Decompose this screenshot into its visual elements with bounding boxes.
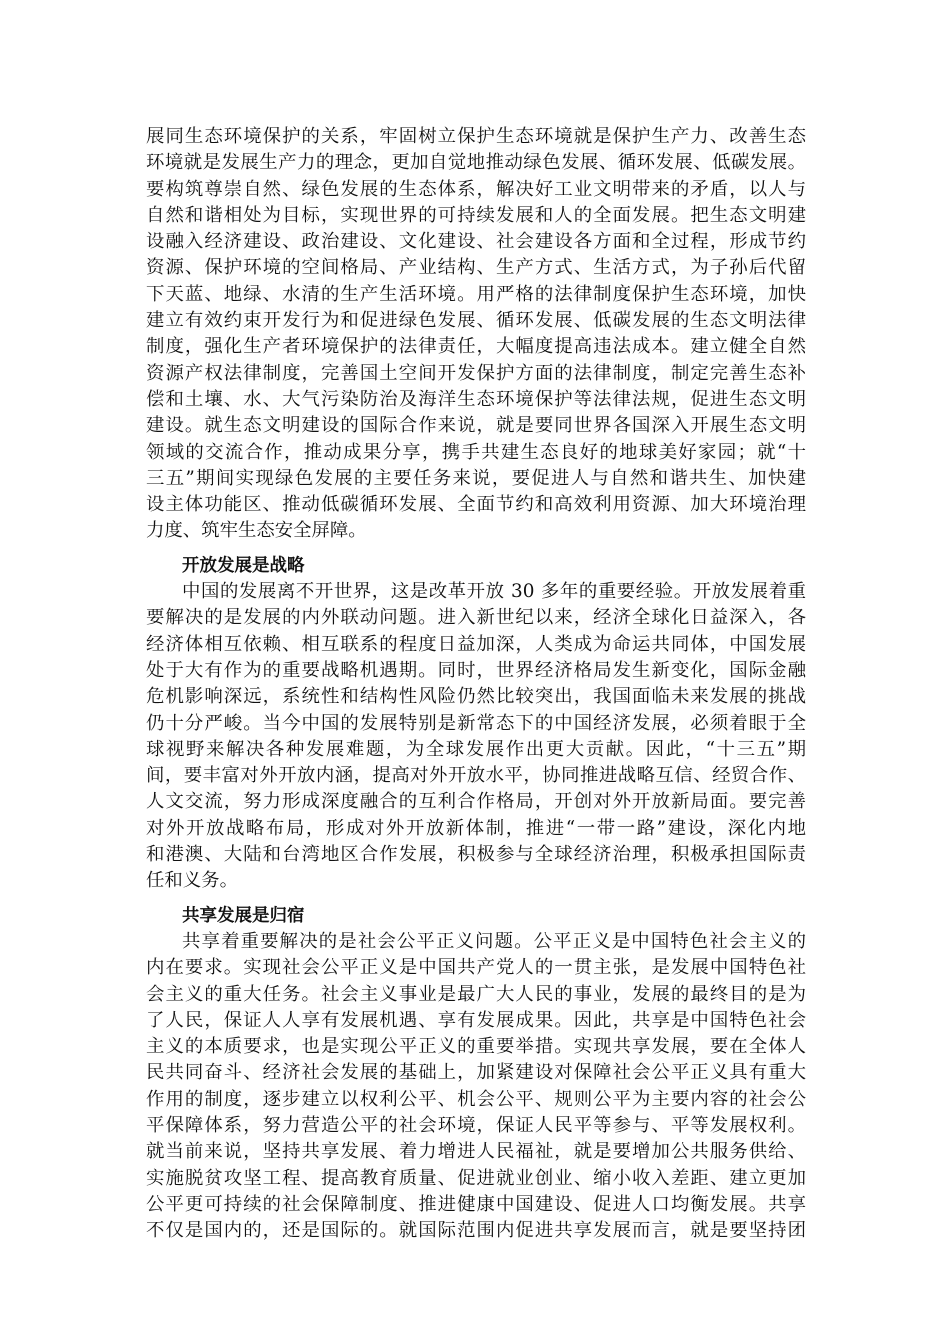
- text-line: 经济体相互依赖、相互联系的程度日益加深，人类成为命运共同体，中国发展: [146, 633, 806, 655]
- text-line: 就当前来说，坚持共享发展、着力增进人民福祉，就是要增加公共服务供给、: [146, 1141, 806, 1163]
- text-line: 共享着重要解决的是社会公平正义问题。公平正义是中国特色社会主义的: [182, 930, 806, 952]
- text-line: 公平更可持续的社会保障制度、推进健康中国建设、促进人口均衡发展。共享: [146, 1193, 806, 1215]
- text-line: 展同生态环境保护的关系，牢固树立保护生态环境就是保护生产力、改善生态: [146, 126, 806, 147]
- text-line: 实施脱贫攻坚工程、提高教育质量、促进就业创业、缩小收入差距、建立更加: [146, 1167, 806, 1189]
- text-line: 了人民，保证人人享有发展机遇、享有发展成果。因此，共享是中国特色社会: [146, 1009, 806, 1031]
- text-line: 对外开放战略布局，形成对外开放新体制，推进“一带一路”建设，深化内地: [146, 817, 806, 839]
- text-line: 自然和谐相处为目标，实现世界的可持续发展和人的全面发展。把生态文明建: [146, 204, 806, 226]
- text-line: 仍十分严峻。当今中国的发展特别是新常态下的中国经济发展，必须着眼于全: [146, 712, 806, 734]
- text-line: 设主体功能区、推动低碳循环发展、全面节约和高效利用资源、加大环境治理: [146, 494, 806, 516]
- section-heading-shared-development: 共享发展是归宿: [182, 905, 305, 926]
- text-line: 民共同奋斗、经济社会发展的基础上，加紧建设对保障社会公平正义具有重大: [146, 1062, 806, 1084]
- text-line: 要构筑尊崇自然、绿色发展的生态体系，解决好工业文明带来的矛盾，以人与: [146, 178, 806, 200]
- text-line: 内在要求。实现社会公平正义是中国共产党人的一贯主张，是发展中国特色社: [146, 957, 806, 979]
- paragraph-ecology: [146, 124, 806, 545]
- text-line: 资源产权法律制度，完善国土空间开发保护方面的法律制度，制定完善生态补: [146, 362, 806, 384]
- paragraph-open-development: [146, 579, 806, 895]
- text-line: 间，要丰富对外开放内涵，提高对外开放水平，协同推进战略互信、经贸合作、: [146, 765, 806, 787]
- text-line: 人文交流，努力形成深度融合的互利合作格局，开创对外开放新局面。要完善: [146, 791, 806, 813]
- text-line: 偿和土壤、水、大气污染防治及海洋生态环境保护等法律法规，促进生态文明: [146, 388, 806, 410]
- section-heading-open-development: 开放发展是战略: [182, 555, 305, 576]
- text-line: 力度、筑牢生态安全屏障。: [146, 520, 367, 542]
- text-line: 平保障体系，努力营造公平的社会环境，保证人民平等参与、平等发展权利。: [146, 1114, 806, 1136]
- text-line: 要解决的是发展的内外联动问题。进入新世纪以来，经济全球化日益深入，各: [146, 607, 806, 629]
- text-line: 危机影响深远，系统性和结构性风险仍然比较突出，我国面临未来发展的挑战: [146, 686, 806, 708]
- text-line: 作用的制度，逐步建立以权利公平、机会公平、规则公平为主要内容的社会公: [146, 1088, 806, 1110]
- text-line: 建立有效约束开发行为和促进绿色发展、循环发展、低碳发展的生态文明法律: [146, 310, 806, 332]
- text-line: 球视野来解决各种发展难题，为全球发展作出更大贡献。因此，“十三五”期: [146, 738, 806, 760]
- text-line: 不仅是国内的，还是国际的。就国际范围内促进共享发展而言，就是要坚持团: [146, 1220, 806, 1242]
- text-line: 主义的本质要求，也是实现公平正义的重要举措。实现共享发展，要在全体人: [146, 1036, 806, 1058]
- text-line: 环境就是发展生产力的理念，更加自觉地推动绿色发展、循环发展、低碳发展。: [146, 152, 806, 174]
- text-line: 中国的发展离不开世界，这是改革开放 30 多年的重要经验。开放发展着重: [182, 581, 806, 603]
- text-line: 设融入经济建设、政治建设、文化建设、社会建设各方面和全过程，形成节约: [146, 231, 806, 253]
- text-line: 处于大有作为的重要战略机遇期。同时，世界经济格局发生新变化，国际金融: [146, 659, 806, 681]
- text-line: 资源、保护环境的空间格局、产业结构、生产方式、生活方式，为子孙后代留: [146, 257, 806, 279]
- text-line: 制度，强化生产者环境保护的法律责任，大幅度提高违法成本。建立健全自然: [146, 336, 806, 358]
- text-line: 任和义务。: [146, 870, 238, 892]
- text-line: 建设。就生态文明建设的国际合作来说，就是要同世界各国深入开展生态文明: [146, 415, 806, 437]
- text-line: 会主义的重大任务。社会主义事业是最广大人民的事业，发展的最终目的是为: [146, 983, 806, 1005]
- paragraph-shared-development: [146, 929, 806, 1245]
- text-line: 下天蓝、地绿、水清的生产生活环境。用严格的法律制度保护生态环境，加快: [146, 283, 806, 305]
- text-line: 和港澳、大陆和台湾地区合作发展，积极参与全球经济治理，积极承担国际责: [146, 844, 806, 866]
- text-line: 三五”期间实现绿色发展的主要任务来说，要促进人与自然和谐共生、加快建: [146, 467, 806, 489]
- text-column: [146, 124, 806, 1244]
- text-line: 领域的交流合作，推动成果分享，携手共建生态良好的地球美好家园；就“十: [146, 441, 806, 463]
